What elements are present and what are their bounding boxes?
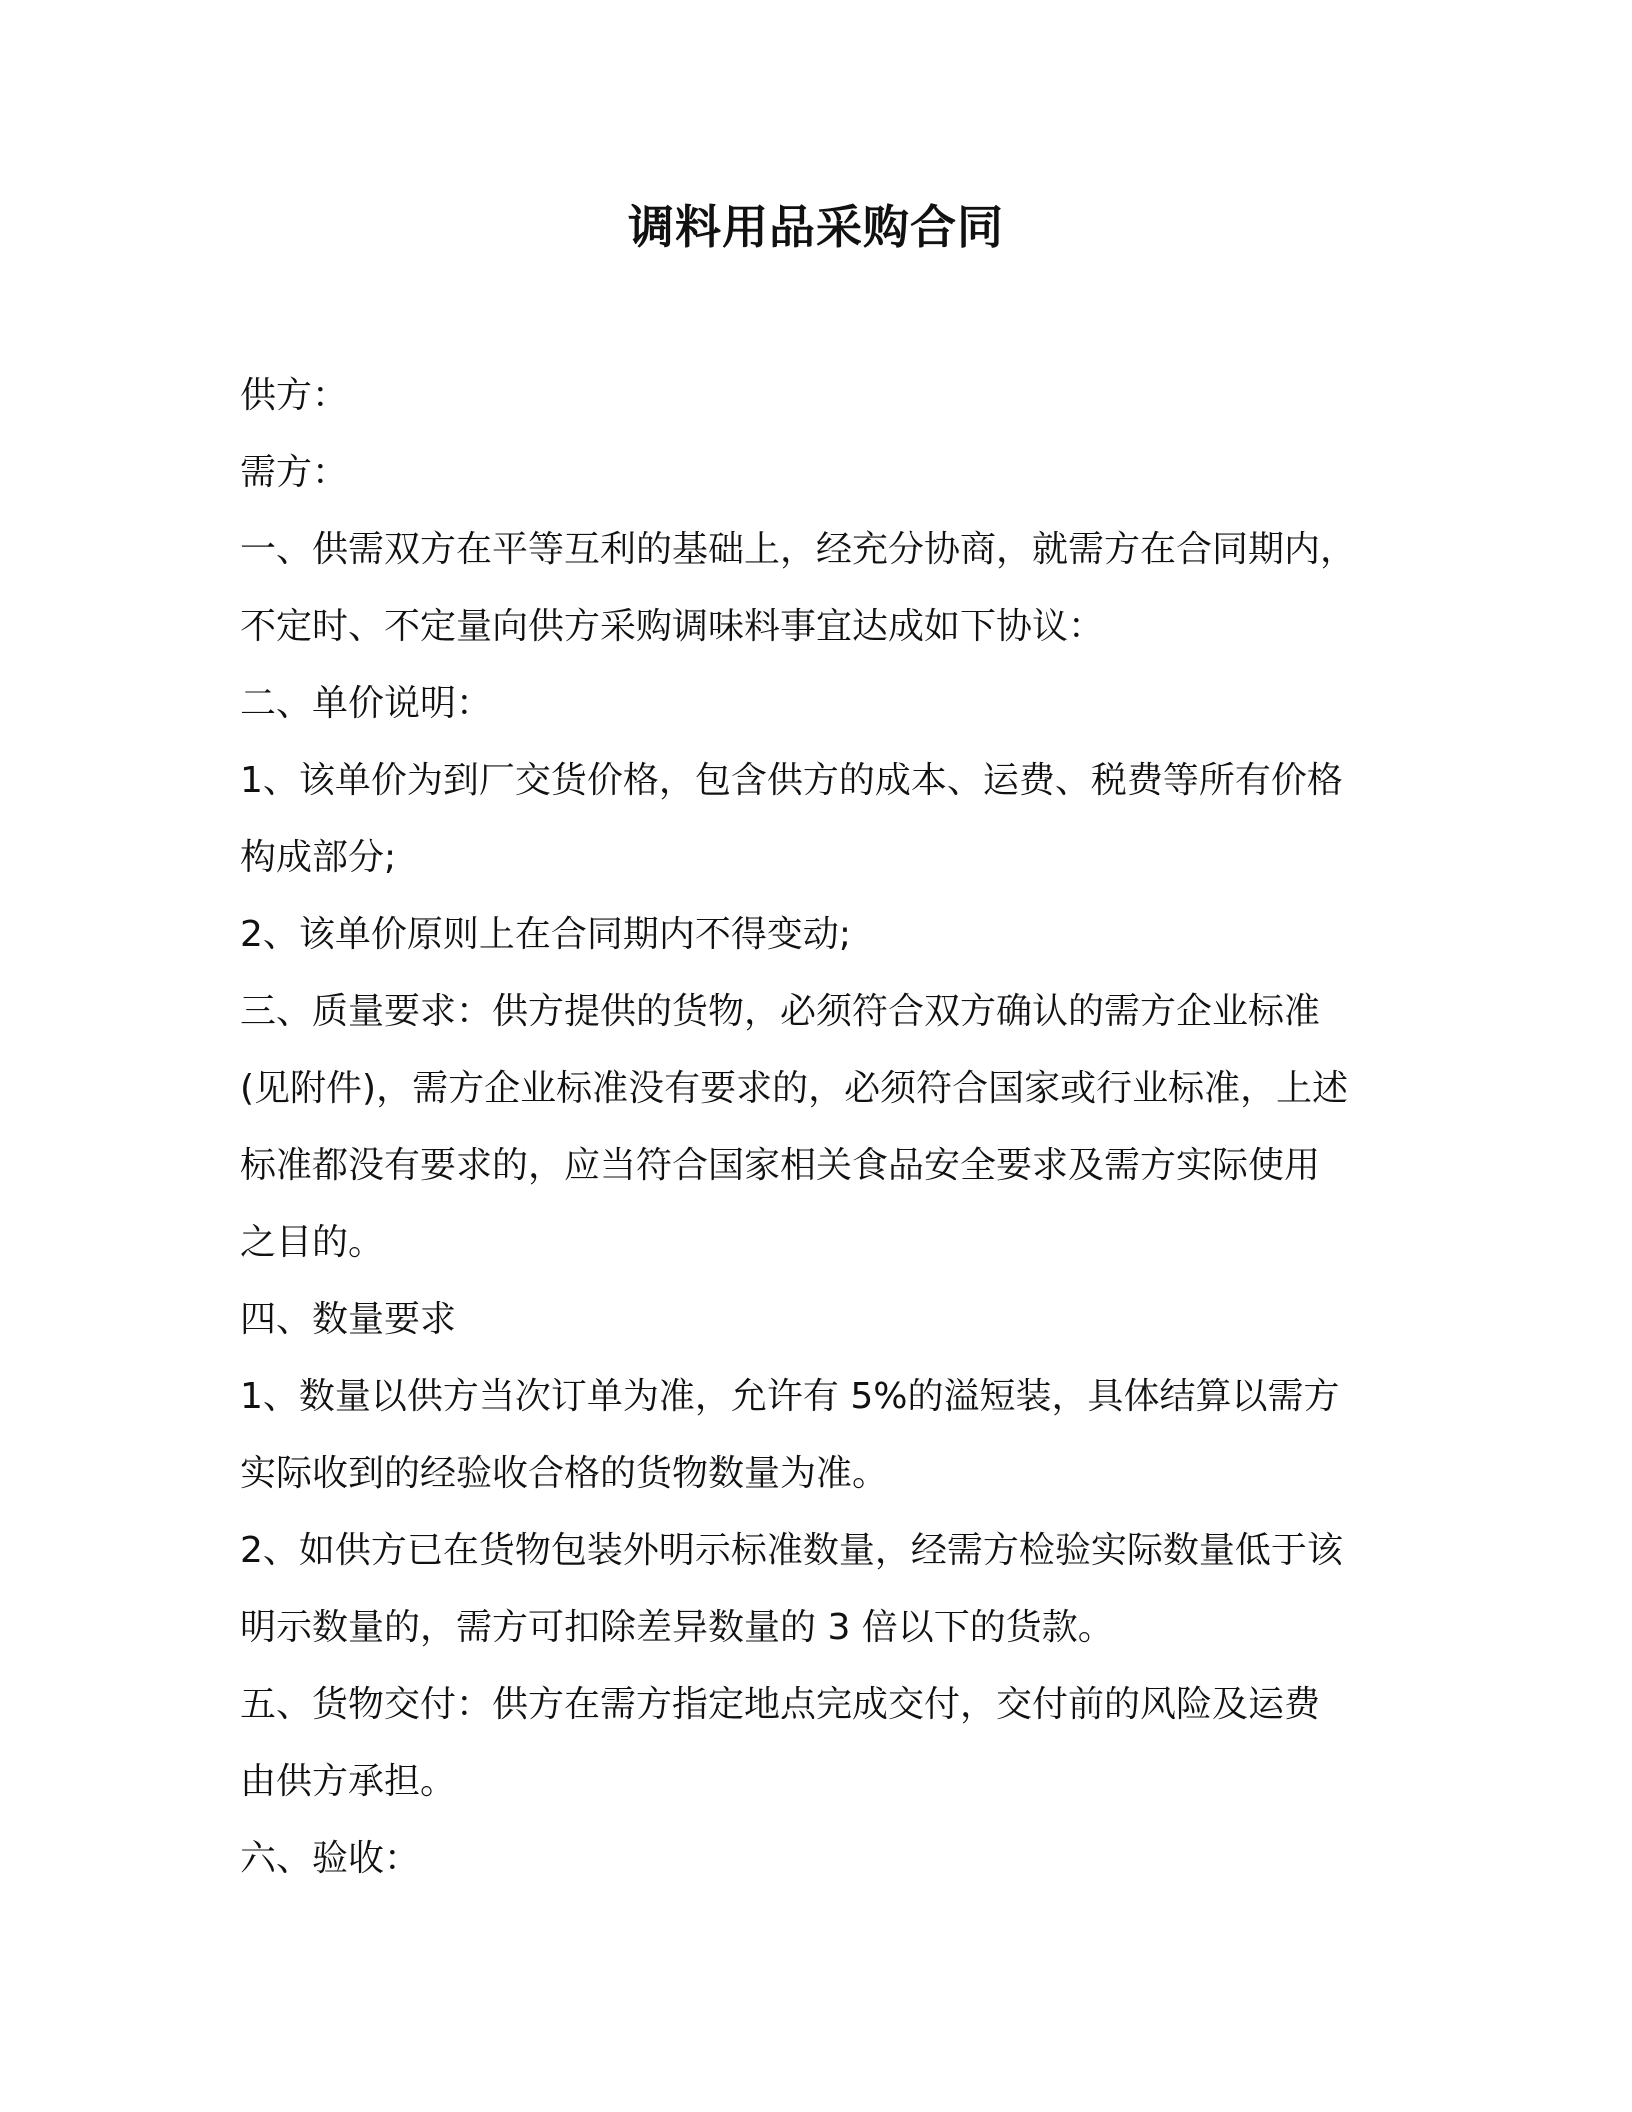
clause-4-heading: 四、数量要求 bbox=[240, 1299, 457, 1340]
supplier-line: 供方： bbox=[240, 375, 349, 416]
clause-5-line-2: 由供方承担。 bbox=[240, 1761, 457, 1802]
clause-2-item-1-line-1: 1、该单价为到厂交货价格，包含供方的成本、运费、税费等所有价格 bbox=[240, 760, 1343, 801]
clause-3-line-2: (见附件)，需方企业标准没有要求的，必须符合国家或行业标准，上述 bbox=[240, 1068, 1349, 1109]
clause-3-line-3: 标准都没有要求的，应当符合国家相关食品安全要求及需方实际使用 bbox=[240, 1145, 1321, 1186]
clause-4-item-2-line-1: 2、如供方已在货物包装外明示标准数量，经需方检验实际数量低于该 bbox=[240, 1530, 1343, 1571]
clause-2-item-2: 2、该单价原则上在合同期内不得变动; bbox=[240, 914, 852, 955]
clause-3-line-1: 三、质量要求：供方提供的货物，必须符合双方确认的需方企业标准 bbox=[240, 991, 1321, 1032]
buyer-line: 需方： bbox=[240, 452, 349, 493]
clause-4-item-1-line-2: 实际收到的经验收合格的货物数量为准。 bbox=[240, 1453, 889, 1494]
clause-1-line-2: 不定时、不定量向供方采购调味料事宜达成如下协议： bbox=[240, 606, 1105, 647]
document-title: 调料用品采购合同 bbox=[628, 200, 1004, 254]
clause-4-item-1-line-1: 1、数量以供方当次订单为准，允许有 5%的溢短装，具体结算以需方 bbox=[240, 1376, 1340, 1417]
clause-3-line-4: 之目的。 bbox=[240, 1222, 385, 1263]
clause-2-heading: 二、单价说明： bbox=[240, 683, 493, 724]
clause-1-line-1: 一、供需双方在平等互利的基础上，经充分协商，就需方在合同期内， bbox=[240, 529, 1357, 570]
clause-4-item-2-line-2: 明示数量的，需方可扣除差异数量的 3 倍以下的货款。 bbox=[240, 1607, 1114, 1648]
clause-5-line-1: 五、货物交付：供方在需方指定地点完成交付，交付前的风险及运费 bbox=[240, 1684, 1321, 1725]
clause-2-item-1-line-2: 构成部分; bbox=[240, 837, 397, 878]
contract-body bbox=[240, 368, 1410, 1908]
clause-6-heading: 六、验收： bbox=[240, 1838, 421, 1879]
